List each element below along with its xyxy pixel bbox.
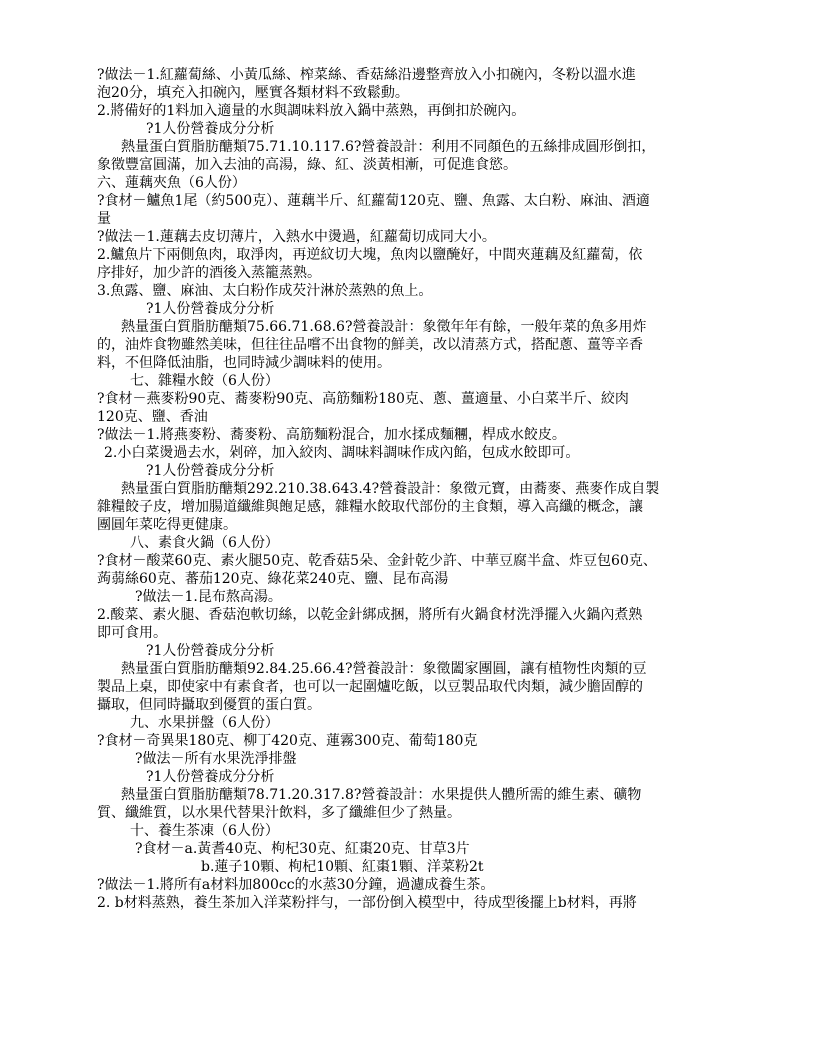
text-line: ?做法－1.紅蘿蔔絲、小黃瓜絲、榨菜絲、香菇絲沿邊整齊放入小扣碗內，冬粉以溫水進	[97, 67, 636, 83]
text-line: ?食材－鱸魚1尾（約500克）、蓮藕半斤、紅蘿蔔120克、鹽、魚露、太白粉、麻油、酒適	[97, 193, 650, 209]
text-line: b.蓮子10顆、枸杞10顆、紅棗1顆、洋菜粉2t	[201, 859, 484, 875]
text-line: 2.酸菜、素火腿、香菇泡軟切絲，以乾金針綁成捆，將所有火鍋食材洗淨擺入火鍋內煮熟	[97, 607, 643, 623]
text-line: ?做法－所有水果洗淨排盤	[135, 751, 297, 767]
text-line: ?做法－1.昆布熬高湯。	[135, 589, 282, 605]
text-line: 2.將備好的1料加入適量的水與調味料放入鍋中蒸熟，再倒扣於碗內。	[97, 103, 526, 119]
text-line: ?食材－a.黃耆40克、枸杞30克、紅棗20克、甘草3片	[135, 841, 470, 857]
section-heading: 七、雜糧水餃（6人份）	[130, 373, 279, 389]
text-line: 攝取，但同時攝取到優質的蛋白質。	[97, 697, 321, 713]
text-line: 量	[97, 211, 111, 227]
section-heading: 八、素食火鍋（6人份）	[130, 535, 279, 551]
text-line: ?食材－酸菜60克、素火腿50克、乾香菇5朵、金針乾少許、中華豆腐半盒、炸豆包60克、	[97, 553, 657, 569]
text-line: 熱量蛋白質脂肪醣類78.71.20.317.8?營養設計：水果提供人體所需的維生素、礦物	[121, 787, 642, 803]
section-heading: 六、蓮藕夾魚（6人份）	[97, 175, 246, 191]
text-line: ?做法－1.將燕麥粉、蕎麥粉、高筋麵粉混合，加水揉成麵糰，桿成水餃皮。	[97, 427, 566, 443]
text-line: ?1人份營養成分分析	[146, 463, 275, 479]
text-line: 熱量蛋白質脂肪醣類292.210.38.643.4?營養設計：象徵元寶，由蕎麥、燕麥作成自製	[121, 481, 660, 497]
text-line: ?1人份營養成分分析	[146, 301, 275, 317]
text-line: 雜糧餃子皮，增加腸道纖維與飽足感，雜糧水餃取代部份的主食類，導入高纖的概念，讓	[97, 499, 643, 515]
text-line: ?做法－1.蓮藕去皮切薄片，入熱水中燙過，紅蘿蔔切成同大小。	[97, 229, 496, 245]
text-line: 即可食用。	[97, 625, 167, 641]
text-line: 蒟蒻絲60克、蕃茄120克、綠花菜240克、鹽、昆布高湯	[97, 571, 449, 587]
text-line: 熱量蛋白質脂肪醣類75.71.10.117.6?營養設計：利用不同顏色的五絲排成圓形倒扣，	[121, 139, 656, 155]
text-line: 3.魚露、鹽、麻油、太白粉作成芡汁淋於蒸熟的魚上。	[97, 283, 433, 299]
text-line: 2.鱸魚片下兩側魚肉，取淨肉，再逆紋切大塊，魚肉以鹽醃好，中間夾蓮藕及紅蘿蔔，依	[97, 247, 643, 263]
text-line: 質、纖維質，以水果代替果汁飲料，多了纖維但少了熱量。	[97, 805, 461, 821]
text-line: 泡20分，填充入扣碗內，壓實各類材料不致鬆動。	[97, 85, 409, 101]
section-heading: 十、養生茶凍（6人份）	[130, 823, 279, 839]
text-line: ?1人份營養成分分析	[146, 643, 275, 659]
text-line: ?食材－奇異果180克、柳丁420克、蓮霧300克、葡萄180克	[97, 733, 478, 749]
text-line: 料，不但降低油脂，也同時減少調味料的使用。	[97, 355, 391, 371]
text-line: ?1人份營養成分分析	[146, 121, 275, 137]
text-line: 序排好，加少許的酒後入蒸籠蒸熟。	[97, 265, 321, 281]
text-line: 象徵豐富圓滿，加入去油的高湯，綠、紅、淡黃相漸，可促進食慾。	[97, 157, 517, 173]
text-line: 製品上桌，即使家中有素食者，也可以一起圍爐吃飯，以豆製品取代肉類，減少膽固醇的	[97, 679, 643, 695]
text-line: 熱量蛋白質脂肪醣類92.84.25.66.4?營養設計：象徵闔家團圓，讓有植物性肉類的豆	[121, 661, 647, 677]
text-line: ?做法－1.將所有a材料加800cc的水蒸30分鐘，過濾成養生茶。	[97, 877, 495, 893]
text-line: 2. b材料蒸熟，養生茶加入洋菜粉拌勻，一部份倒入模型中，待成型後擺上b材料，再將	[97, 895, 637, 911]
text-line: 團圓年菜吃得更健康。	[97, 517, 237, 533]
text-line: ?食材－燕麥粉90克、蕎麥粉90克、高筋麵粉180克、蔥、薑適量、小白菜半斤、絞肉	[97, 391, 629, 407]
text-line: 2.小白菜燙過去水，剁碎，加入絞肉、調味料調味作成內餡，包成水餃即可。	[104, 445, 580, 461]
section-heading: 九、水果拼盤（6人份）	[130, 715, 279, 731]
text-line: 120克、鹽、香油	[97, 409, 208, 425]
text-line: ?1人份營養成分分析	[146, 769, 275, 785]
text-line: 熱量蛋白質脂肪醣類75.66.71.68.6?營養設計：象徵年年有餘，一般年菜的魚多用炸	[121, 319, 647, 335]
text-line: 的，油炸食物雖然美味，但往往品嚐不出食物的鮮美，改以清蒸方式，搭配蔥、薑等辛香	[97, 337, 643, 353]
